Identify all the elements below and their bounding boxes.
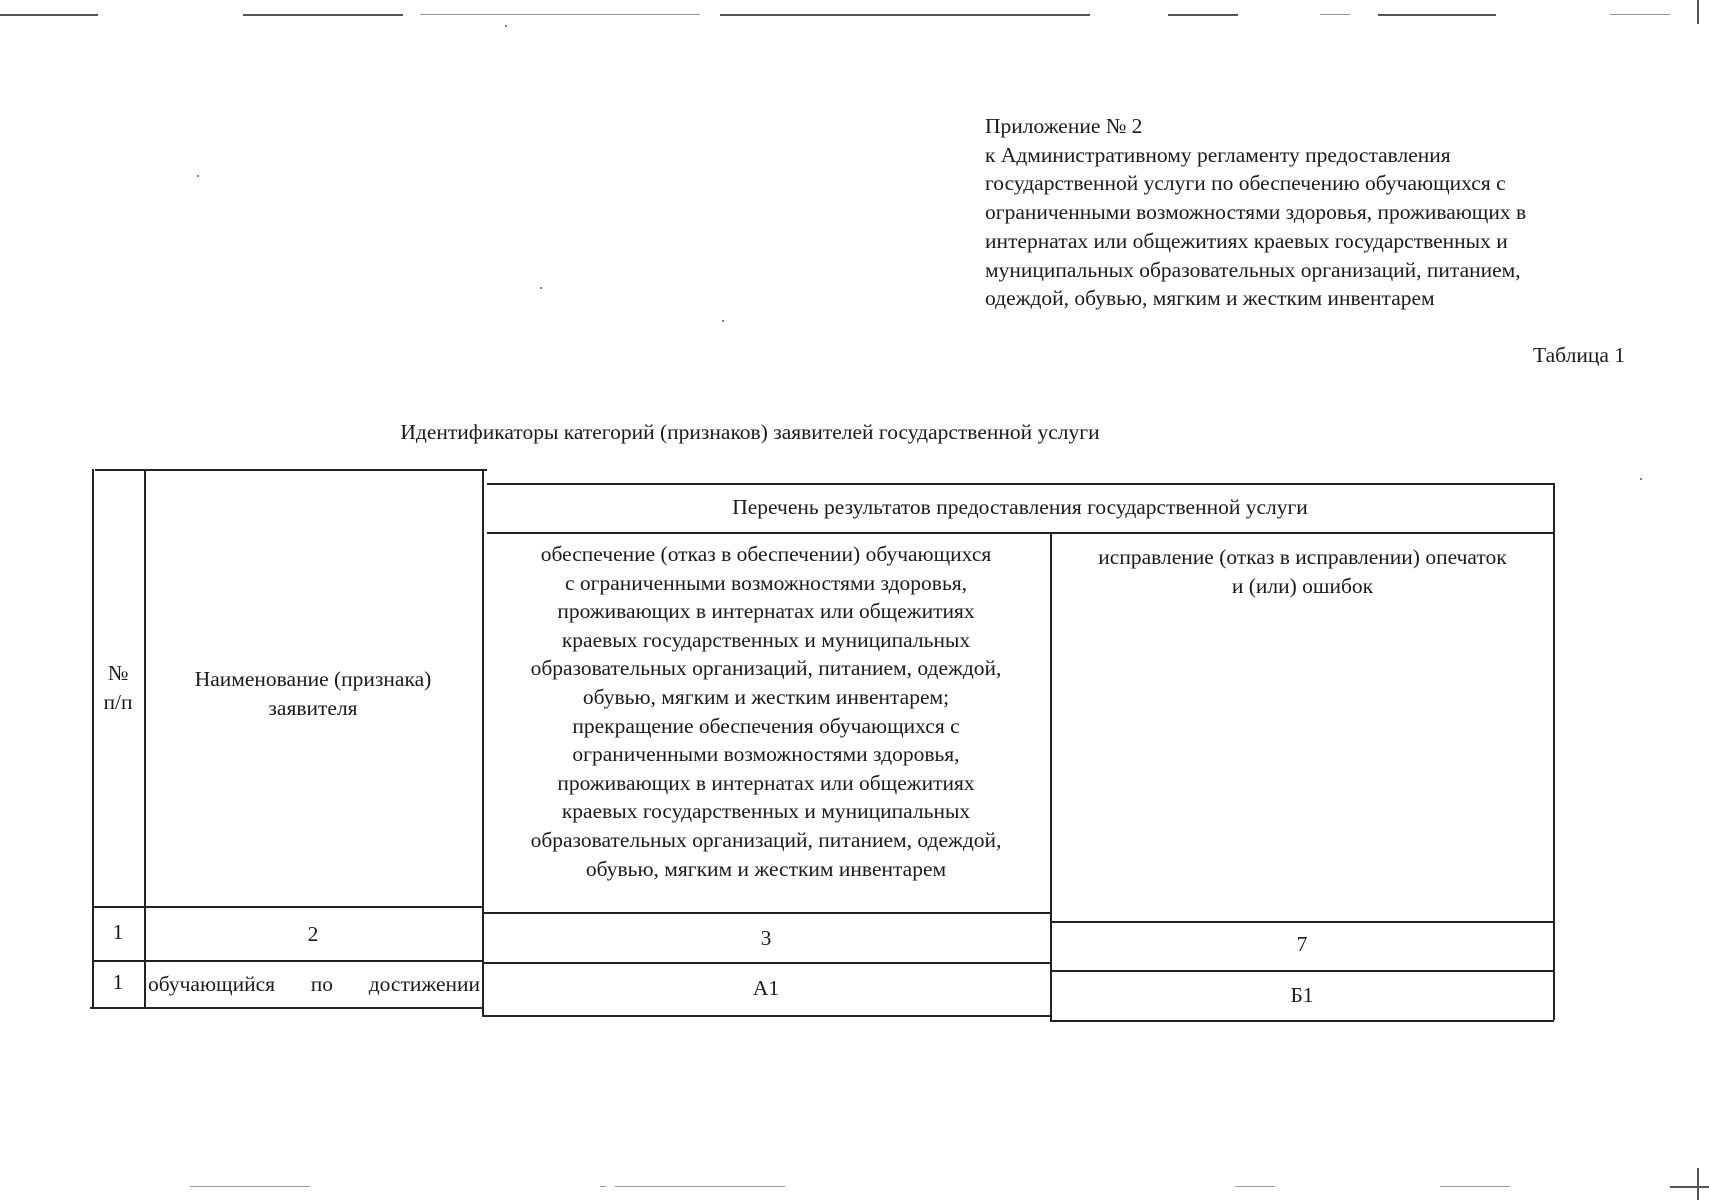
col3-header-line: образовательных организаций, питанием, одеждой, (530, 656, 1002, 681)
result-identifier-b: Б1 (1290, 983, 1314, 1007)
appendix-header (985, 112, 1645, 313)
col3-header-line: проживающих в интернатах или общежитиях (557, 599, 975, 624)
col3-header-line: обувью, мягким и жестким инвентарем (585, 856, 947, 881)
results-group-header: Перечень результатов предоставления государственной услуги (732, 495, 1308, 519)
col3-header-line: ограниченными возможностями здоровья, (572, 742, 960, 767)
numbering-cell: 3 (760, 926, 772, 950)
page-title: Идентификаторы категорий (признаков) заявителей государственной услуги (400, 420, 1100, 444)
col-name-header-line: Наименование (признака) (194, 667, 432, 691)
appendix-line: одеждой, обувью, мягким и жестким инвентарем (985, 286, 1435, 311)
appendix-line: ограниченными возможностями здоровья, проживающих в (985, 200, 1527, 225)
col3-header-line: краевых государственных и муниципальных (561, 799, 971, 824)
col-num-header-line: № (107, 661, 129, 685)
appendix-line: муниципальных образовательных организаций, питанием, (985, 257, 1521, 282)
numbering-cell: 7 (1296, 932, 1308, 956)
row-number: 1 (112, 970, 124, 994)
col4-header-line: и (или) ошибок (1231, 573, 1374, 598)
col3-header-line: с ограниченными возможностями здоровья, (564, 570, 968, 595)
col4-header (1052, 543, 1553, 600)
col3-header (484, 540, 1048, 883)
col-name-header (144, 665, 482, 722)
appendix-line: интернатах или общежитиях краевых государственных и (985, 228, 1508, 253)
appendix-line: Приложение № 2 (985, 114, 1143, 138)
col3-header-line: обеспечение (отказ в обеспечении) обучающихся (540, 542, 992, 566)
col3-header-line: прекращение обеспечения обучающихся с (572, 713, 960, 738)
col-num-header (92, 659, 144, 716)
col3-header-line: проживающих в интернатах или общежитиях (557, 770, 975, 795)
col-num-header-line: п/п (103, 689, 133, 714)
applicant-name: обучающийся по достижении (148, 972, 480, 996)
table-number: Таблица 1 (1533, 343, 1625, 367)
col3-header-line: обувью, мягким и жестким инвентарем; (582, 684, 950, 709)
numbering-cell: 1 (112, 920, 124, 944)
col3-header-line: образовательных организаций, питанием, одеждой, (530, 827, 1002, 852)
col-name-header-line: заявителя (268, 695, 358, 720)
col4-header-line: исправление (отказ в исправлении) опечаток (1098, 545, 1507, 569)
col3-header-line: краевых государственных и муниципальных (561, 627, 971, 652)
result-identifier-a: А1 (752, 976, 780, 1000)
appendix-line: государственной услуги по обеспечению обучающихся с (985, 171, 1506, 196)
appendix-line: к Административному регламенту предоставления (985, 142, 1451, 167)
numbering-cell: 2 (307, 922, 319, 946)
